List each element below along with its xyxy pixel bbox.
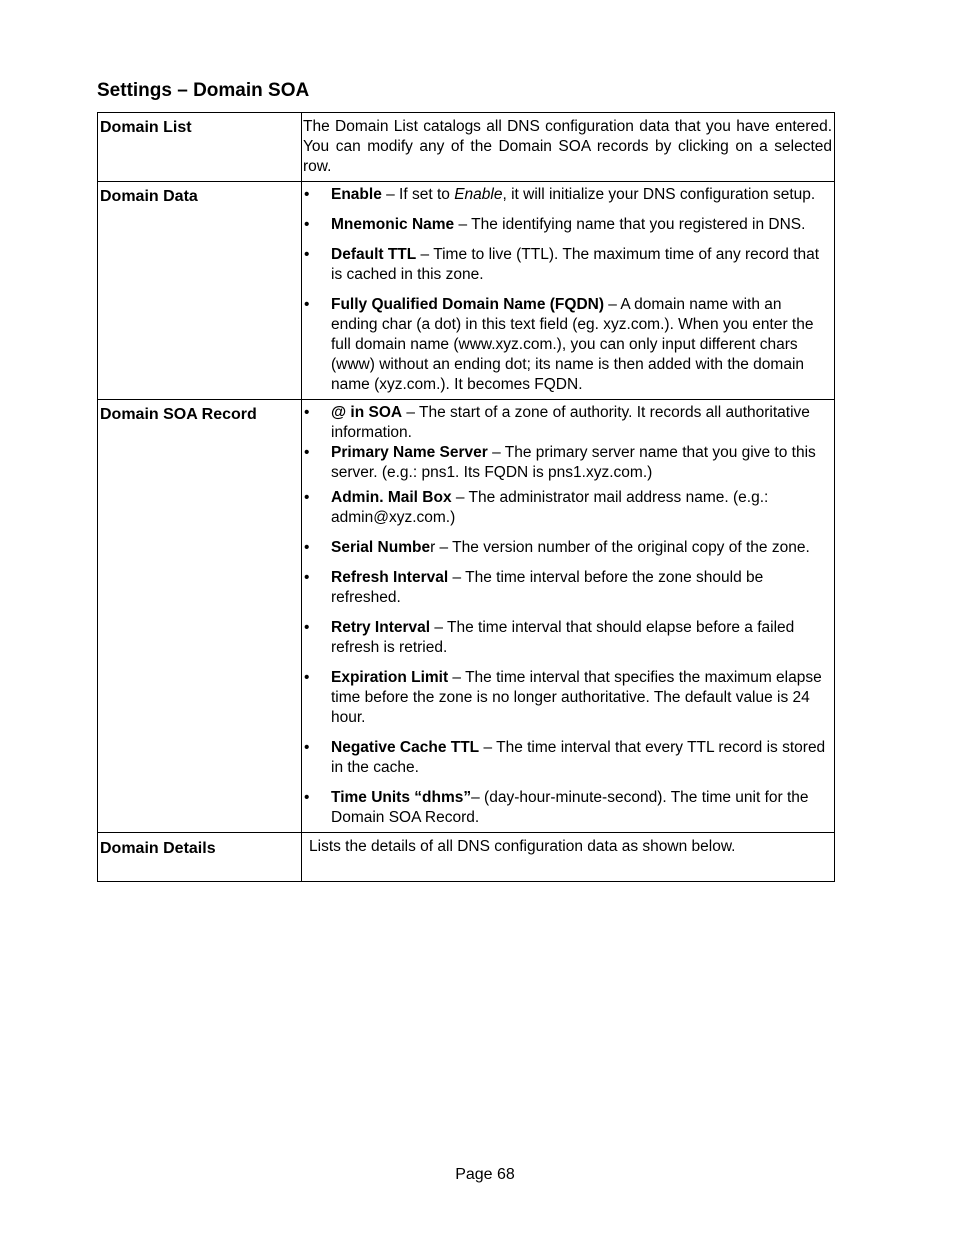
- list-item: • Primary Name Server – The primary server name that you give to this server. (e.g.: pns1. Its FQDN is pns1.xyz.com.): [304, 444, 816, 481]
- row-label-domain-details: Domain Details: [98, 833, 302, 882]
- bullet-icon: •: [304, 669, 310, 686]
- table-row-domain-details: [98, 833, 835, 882]
- list-item: • Default TTL – Time to live (TTL). The maximum time of any record that is cached in this zone.: [304, 246, 820, 283]
- bullet-icon: •: [304, 539, 310, 556]
- bullet-icon: •: [304, 216, 310, 233]
- list-item: • Retry Interval – The time interval that should elapse before a failed refresh is retried.: [304, 619, 795, 656]
- domain-data-list: [303, 185, 832, 395]
- list-item: • Fully Qualified Domain Name (FQDN) – A domain name with an ending char (a dot) in this text field (eg. xyz.com.). When you enter the full domain name (www.xyz.com.), you can only input different chars (www) without an ending dot; its name is then added with the domain name (xyz.com.). It becomes FQDN.: [304, 296, 814, 393]
- bullet-icon: •: [304, 444, 310, 461]
- bullet-icon: •: [304, 246, 310, 263]
- list-item: • @ in SOA – The start of a zone of authority. It records all authoritative information.: [304, 404, 810, 441]
- soa-record-list-cont: [303, 488, 832, 828]
- page-number: Page 68: [455, 1166, 515, 1183]
- table-row-domain-data: [98, 182, 835, 400]
- bullet-icon: •: [304, 489, 310, 506]
- soa-record-list: [303, 403, 832, 483]
- list-item: • Serial Number – The version number of the original copy of the zone.: [304, 539, 810, 556]
- list-item: • Enable – If set to Enable, it will initialize your DNS configuration setup.: [304, 186, 816, 203]
- row-label-domain-data: Domain Data: [98, 182, 302, 400]
- bullet-icon: •: [304, 404, 310, 421]
- row-label-soa-record: Domain SOA Record: [98, 400, 302, 833]
- bullet-icon: •: [304, 569, 310, 586]
- list-item: • Admin. Mail Box – The administrator mail address name. (e.g.: admin@xyz.com.): [304, 489, 769, 526]
- table-row-soa-record: [98, 400, 835, 833]
- settings-table: [97, 112, 835, 882]
- row-desc-domain-details: Lists the details of all DNS configuration data as shown below.: [309, 838, 736, 855]
- list-item: • Time Units “dhms”– (day-hour-minute-second). The time unit for the Domain SOA Record.: [304, 789, 809, 826]
- list-item: • Mnemonic Name – The identifying name that you registered in DNS.: [304, 216, 806, 233]
- bullet-icon: •: [304, 619, 310, 636]
- bullet-icon: •: [304, 789, 310, 806]
- page-title: Settings – Domain SOA: [97, 80, 310, 101]
- bullet-icon: •: [304, 739, 310, 756]
- bullet-icon: •: [304, 296, 310, 313]
- table-row-domain-list: [98, 113, 835, 182]
- row-label-domain-list: Domain List: [98, 113, 302, 182]
- bullet-icon: •: [304, 186, 310, 203]
- list-item: • Negative Cache TTL – The time interval that every TTL record is stored in the cache.: [304, 739, 826, 776]
- list-item: • Refresh Interval – The time interval before the zone should be refreshed.: [304, 569, 764, 606]
- row-desc-domain-list: The Domain List catalogs all DNS configuration data that you have entered. You can modify any of the Domain SOA records by clicking on a selected row.: [303, 118, 832, 175]
- list-item: • Expiration Limit – The time interval that specifies the maximum elapse time before the zone is no longer authoritative. The default value is 24 hour.: [304, 669, 822, 726]
